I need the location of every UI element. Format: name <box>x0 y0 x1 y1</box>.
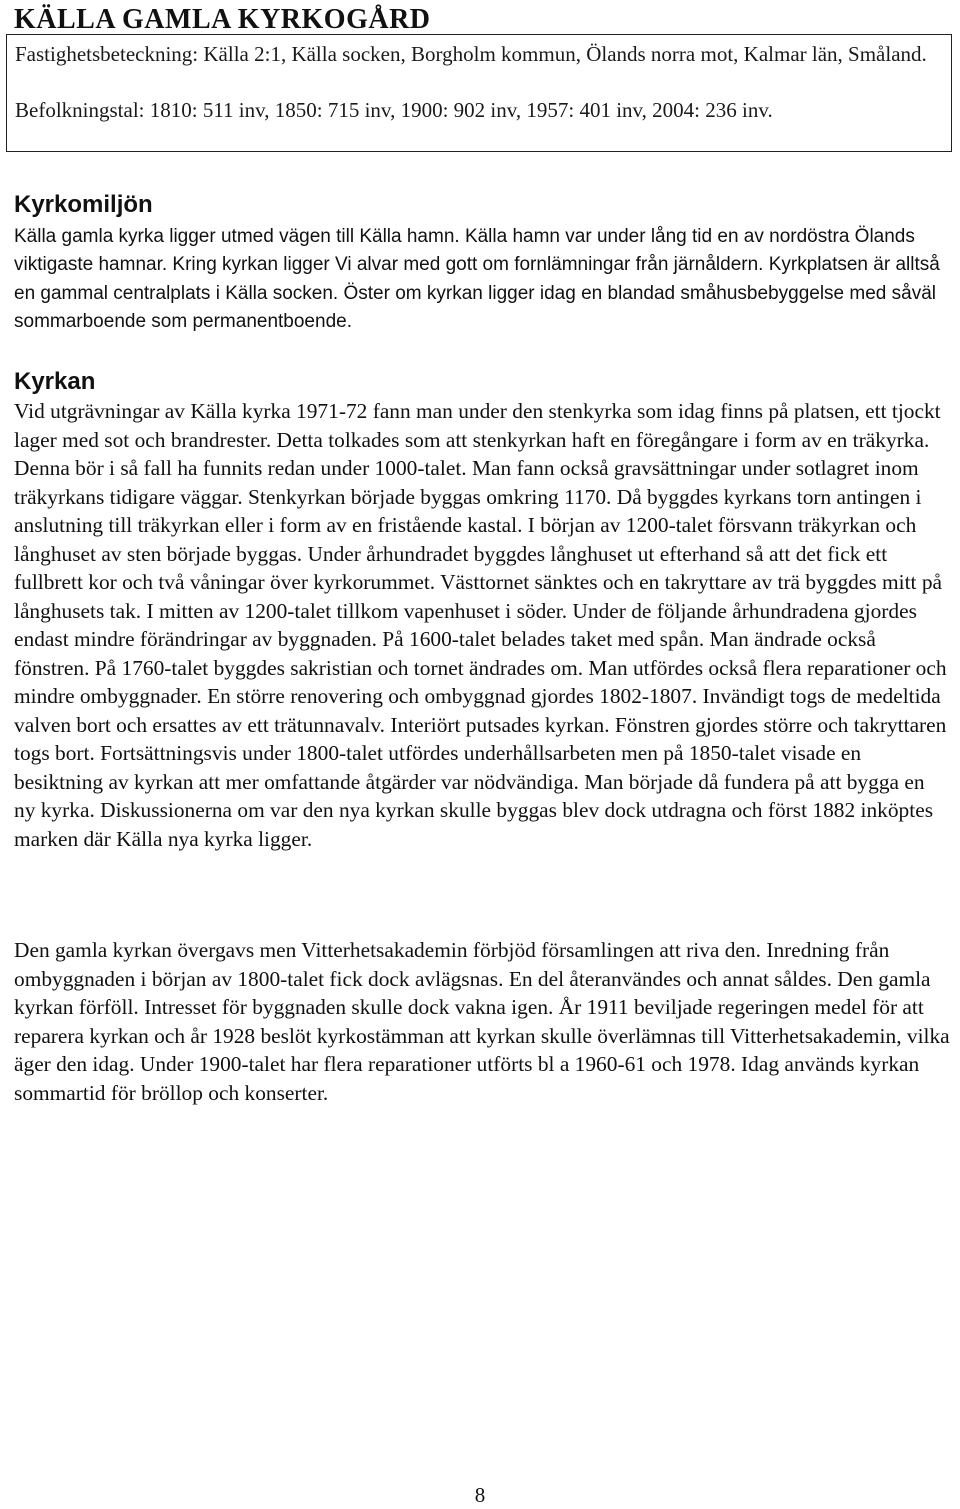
document-title: KÄLLA GAMLA KYRKOGÅRD <box>14 4 431 35</box>
section-heading-kyrkomiljon: Kyrkomiljön <box>14 191 153 218</box>
page-number: 8 <box>474 1483 486 1507</box>
section-body-kyrkan-continued: Den gamla kyrkan övergavs men Vitterhetsakademin förbjöd församlingen att riva den. Inredning från ombyggnaden i början av 1800-talet fick dock avlägsnas. En del återanvändes och annat såldes. Den gamla kyrkan förföll. Intresset för byggnaden skulle dock vakna igen. År 1911 beviljade regeringen medel för att reparera kyrkan och år 1928 beslöt kyrkostämman att kyrkan skulle överlämnas till Vitterhetsakademin, vilka äger den idag. Under 1900-talet har flera reparationer utförts bl a 1960-61 och 1978. Idag används kyrkan sommartid för bröllop och konserter. <box>14 938 950 1105</box>
population-figures: Befolkningstal: 1810: 511 inv, 1850: 715 inv, 1900: 902 inv, 1957: 401 inv, 2004: 236 inv. <box>15 98 773 122</box>
property-designation: Fastighetsbeteckning: Källa 2:1, Källa socken, Borgholm kommun, Ölands norra mot, Kalmar län, Småland. <box>15 42 927 66</box>
section-body-kyrkan: Vid utgrävningar av Källa kyrka 1971-72 fann man under den stenkyrka som idag finns på platsen, ett tjockt lager med sot och brandrester. Detta tolkades som att stenkyrkan haft en föregångare i form av en träkyrka. Denna bör i så fall ha funnits redan under 1000-talet. Man fann också gravsättningar under sotlagret inom träkyrkans tidigare väggar. Stenkyrkan började byggas omkring 1170. Då byggdes kyrkans torn antingen i anslutning till träkyrkan eller i form av en fristående kastal. I början av 1200-talet försvann träkyrkan och långhuset av sten började byggas. Under århundradet byggdes långhuset ut efterhand så att det fick ett fullbrett kor och två våningar över kyrkorummet. Västtornet sänktes och en takryttare av trä byggdes mitt på långhusets tak. I mitten av 1200-talet tillkom vapenhuset i söder. Under de följande århundradena gjordes endast mindre förändringar av byggnaden. På 1600-talet belades taket med spån. Man ändrade också fönstren. På 1760-talet byggdes sakristian och tornet ändrades om. Man utfördes också flera reparationer och mindre ombyggnader. En större renovering och ombyggnad gjordes 1802-1807. Invändigt togs de medeltida valven bort och ersattes av ett trätunnavalv. Interiört putsades kyrkan. Fönstren gjordes större och takryttaren togs bort. Fortsättningsvis under 1800-talet utfördes underhållsarbeten men på 1850-talet visade en besiktning av kyrkan att mer omfattande åtgärder var nödvändiga. Man började då fundera på att bygga en ny kyrka. Diskussionerna om var den nya kyrkan skulle byggas blev dock utdragna och först 1882 inköptes marken där Källa nya kyrka ligger. <box>14 399 947 851</box>
section-body-kyrkomiljon: Källa gamla kyrka ligger utmed vägen till Källa hamn. Källa hamn var under lång tid en av nordöstra Ölands viktigaste hamnar. Kring kyrkan ligger Vi alvar med gott om fornlämningar från järnåldern. Kyrkplatsen är alltså en gammal centralplats i Källa socken. Öster om kyrkan ligger idag en blandad småhusbebyggelse med såväl sommarboende som permanentboende. <box>14 226 940 333</box>
section-heading-kyrkan: Kyrkan <box>14 368 96 395</box>
property-info-box <box>6 34 952 152</box>
